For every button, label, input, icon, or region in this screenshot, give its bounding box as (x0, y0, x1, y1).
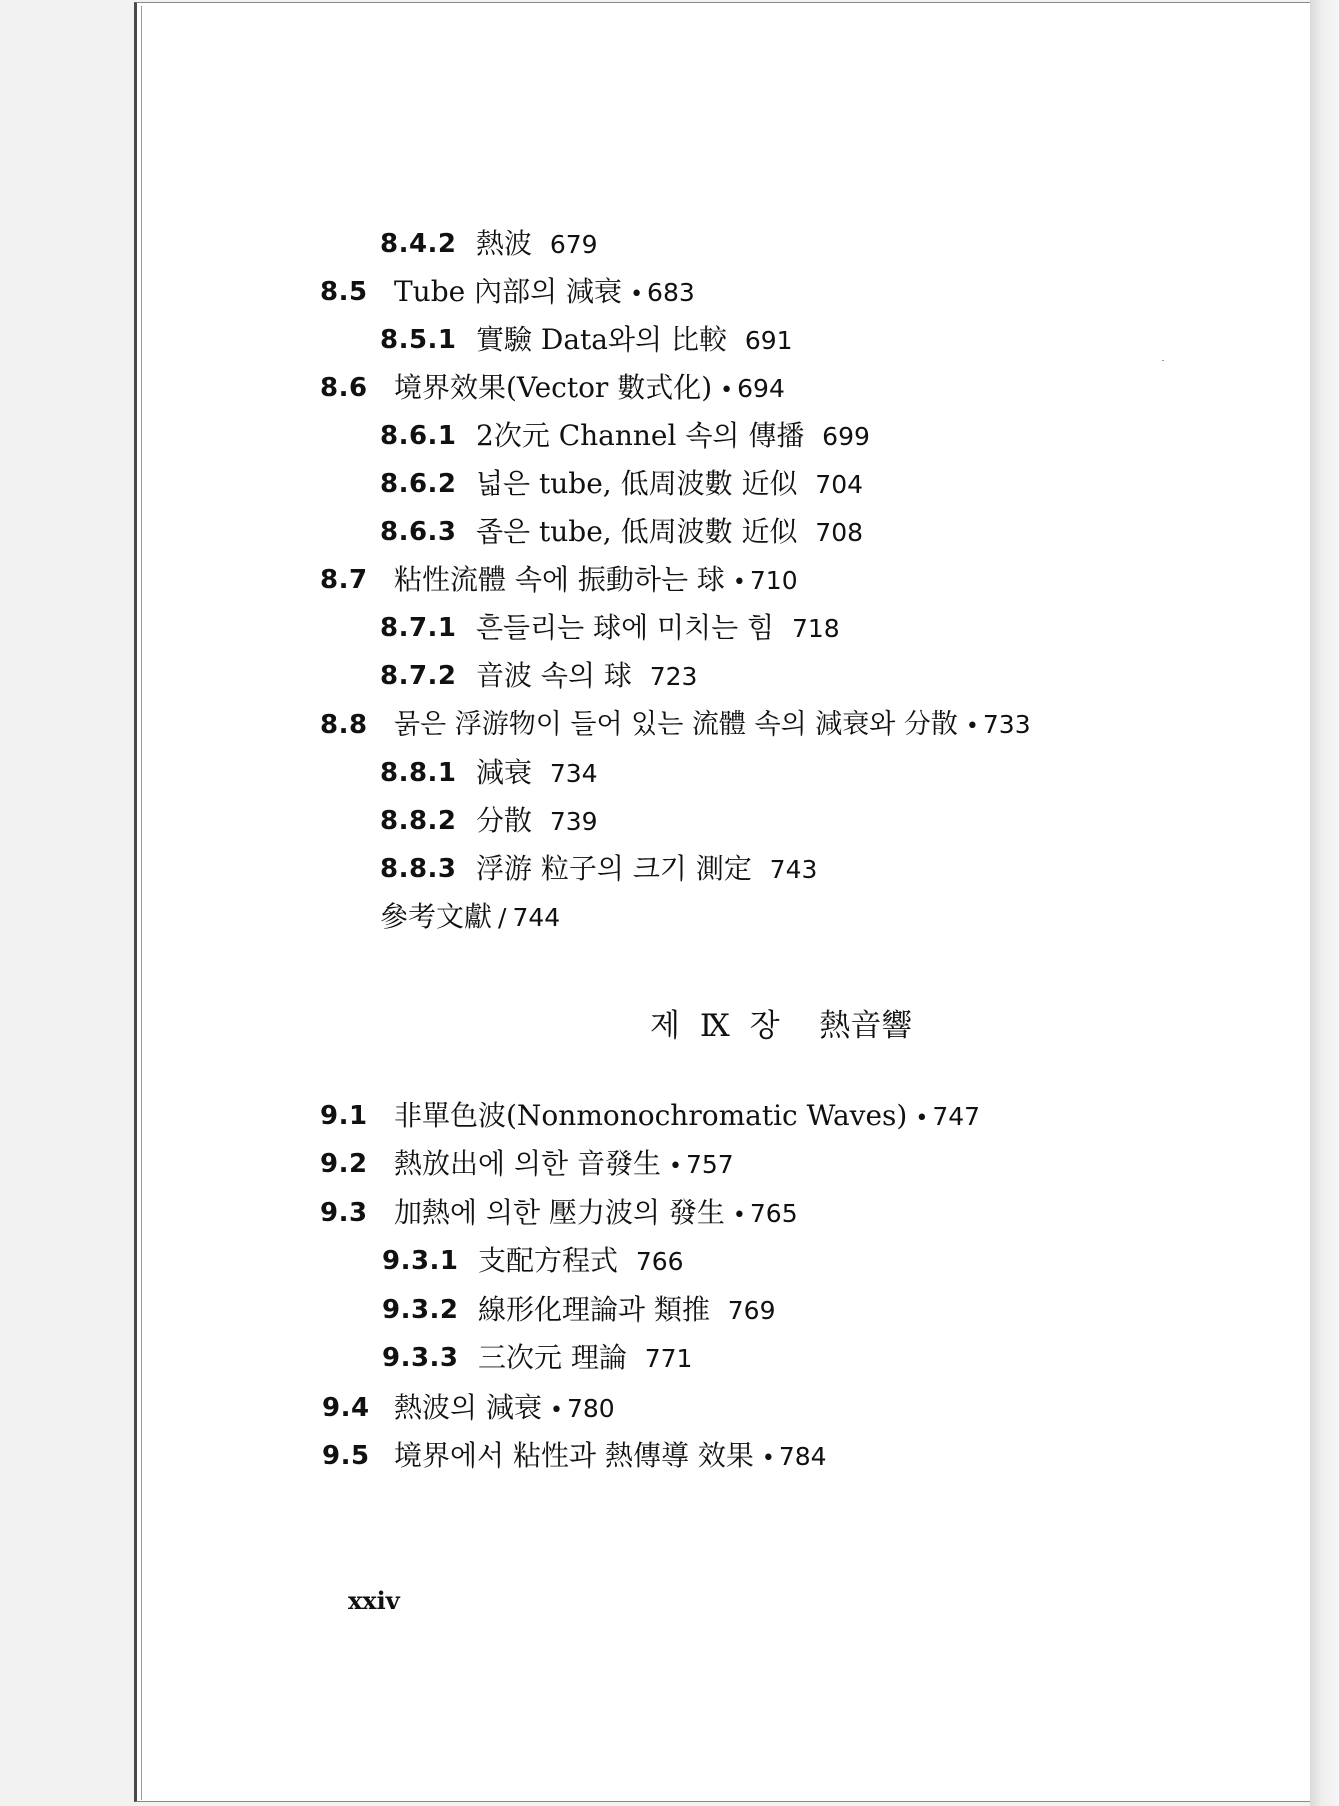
page-edge-shadow (1310, 0, 1339, 1806)
section-title (394, 707, 1031, 745)
page-reference: 739 (549, 807, 598, 836)
page-reference: 743 (769, 855, 818, 884)
section-number: 8.6 (320, 373, 368, 403)
section-number: 9.3.3 (382, 1343, 459, 1373)
section-number: 9.1 (320, 1101, 368, 1131)
section-number: 8.6.2 (380, 469, 457, 499)
page-reference: 766 (635, 1247, 684, 1276)
section-title-text: 分散 (476, 804, 533, 837)
section-title (476, 803, 598, 840)
separator-dot: • (761, 1446, 775, 1471)
page-reference: 710 (749, 566, 798, 595)
section-number: 8.7.2 (380, 661, 457, 691)
section-title (476, 658, 697, 695)
section-title (478, 1243, 684, 1280)
section-number: 8.6.3 (380, 517, 457, 547)
section-number: 8.8.3 (380, 854, 457, 884)
page-reference: 691 (744, 326, 793, 355)
page-reference: 734 (549, 759, 598, 788)
chapter-prefix: 제 (650, 1008, 680, 1044)
section-title-text: 實驗 Data와의 比較 (476, 323, 727, 356)
section-title (394, 1098, 980, 1137)
section-number: 9.3.1 (382, 1246, 459, 1276)
page-folio: xxiv (348, 1586, 400, 1615)
section-number: 9.2 (320, 1149, 368, 1179)
separator-dot: • (668, 1154, 682, 1179)
section-number: 8.7 (320, 565, 368, 595)
section-title-text: 音波 속의 球 (476, 659, 632, 692)
section-title (394, 370, 785, 409)
separator-dot: • (732, 570, 746, 595)
section-title (476, 322, 793, 359)
section-number: 9.4 (322, 1393, 370, 1423)
page-reference: 723 (649, 662, 698, 691)
section-title-text: 支配方程式 (478, 1244, 619, 1277)
section-number: 8.7.1 (380, 613, 457, 643)
section-title-text: 좁은 tube, 低周波數 近似 (476, 515, 798, 548)
references-entry (380, 899, 560, 936)
section-title (476, 610, 840, 647)
section-title (476, 851, 817, 888)
section-title-text: 熱放出에 의한 音發生 (394, 1147, 661, 1180)
section-title (476, 514, 863, 551)
page-reference: 718 (791, 614, 840, 643)
section-number: 8.5 (320, 277, 368, 307)
page-reference: 694 (737, 374, 785, 403)
page-reference: 679 (549, 230, 598, 259)
page-reference: 765 (749, 1199, 798, 1228)
separator-dot: • (915, 1106, 929, 1131)
section-number: 8.8 (320, 710, 368, 740)
page-reference: 683 (647, 278, 695, 307)
section-title-text: 2次元 Channel 속의 傳播 (476, 419, 805, 452)
chapter-heading (650, 1000, 912, 1045)
page-reference: 784 (778, 1442, 827, 1471)
page-reference: 771 (644, 1344, 693, 1373)
separator-dot: • (630, 282, 644, 307)
section-title-text: 三次元 理論 (478, 1341, 627, 1374)
section-number: 8.6.1 (380, 421, 457, 451)
page-reference: 780 (566, 1394, 615, 1423)
page-spine-edge (141, 6, 142, 1800)
section-number: 8.8.1 (380, 758, 457, 788)
section-title (476, 226, 598, 263)
section-title-text: 熱波의 減衰 (394, 1391, 542, 1424)
section-number: 9.3 (320, 1198, 368, 1228)
section-number: 8.5.1 (380, 325, 457, 355)
page-reference: 744 (512, 903, 561, 932)
section-title (394, 1390, 615, 1429)
book-page (134, 2, 1312, 1802)
section-title-text: 粘性流體 속에 振動하는 球 (394, 563, 725, 596)
page-reference: 699 (822, 422, 870, 451)
section-title-text: 線形化理論과 類推 (478, 1293, 710, 1326)
separator-dot: • (965, 714, 979, 739)
section-title-text: 非單色波(Nonmonochromatic Waves) (394, 1099, 908, 1132)
page-reference: 704 (815, 470, 864, 499)
section-title (476, 755, 598, 792)
section-title (394, 1438, 827, 1477)
separator-dot: • (720, 378, 734, 403)
section-title (478, 1340, 692, 1377)
section-title-text: 境界效果(Vector 數式化) (394, 371, 713, 404)
section-title-text: 減衰 (476, 756, 533, 789)
separator-dot: • (732, 1203, 746, 1228)
section-title-text: 境界에서 粘性과 熱傳導 效果 (394, 1439, 754, 1472)
section-title-text: 熱波 (476, 227, 533, 260)
chapter-suffix: 장 (749, 1008, 780, 1044)
scan-speck (1162, 360, 1164, 361)
separator-dot: • (549, 1398, 563, 1423)
page-reference: 757 (685, 1150, 734, 1179)
page-reference: 747 (932, 1102, 981, 1131)
section-title (394, 274, 695, 313)
section-number: 9.5 (322, 1441, 370, 1471)
section-title (394, 1195, 798, 1234)
section-number: 8.8.2 (380, 806, 457, 836)
page-reference: 733 (982, 710, 1031, 739)
chapter-title: 熱音響 (819, 1008, 913, 1044)
section-title-text: 參考文獻 (380, 900, 493, 933)
section-title (394, 1146, 734, 1185)
section-title-text: 흔들리는 球에 미치는 힘 (476, 611, 775, 644)
section-title-text: 加熱에 의한 壓力波의 發生 (394, 1196, 725, 1229)
section-title-text: 浮游 粒子의 크기 測定 (476, 852, 752, 885)
section-title (394, 562, 798, 601)
separator-slash: / (498, 903, 507, 932)
section-title (478, 1292, 775, 1329)
page-reference: 708 (815, 518, 864, 547)
page-reference: 769 (727, 1296, 776, 1325)
chapter-numeral: Ⅸ (699, 1008, 730, 1044)
section-title-text: Tube 內部의 減衰 (394, 275, 623, 308)
section-number: 8.4.2 (380, 229, 457, 259)
section-number: 9.3.2 (382, 1295, 459, 1325)
section-title (476, 466, 863, 503)
section-title (476, 418, 870, 455)
section-title-text: 묽은 浮游物이 들어 있는 流體 속의 減衰와 分散 (394, 709, 958, 740)
section-title-text: 넓은 tube, 低周波數 近似 (476, 467, 798, 500)
